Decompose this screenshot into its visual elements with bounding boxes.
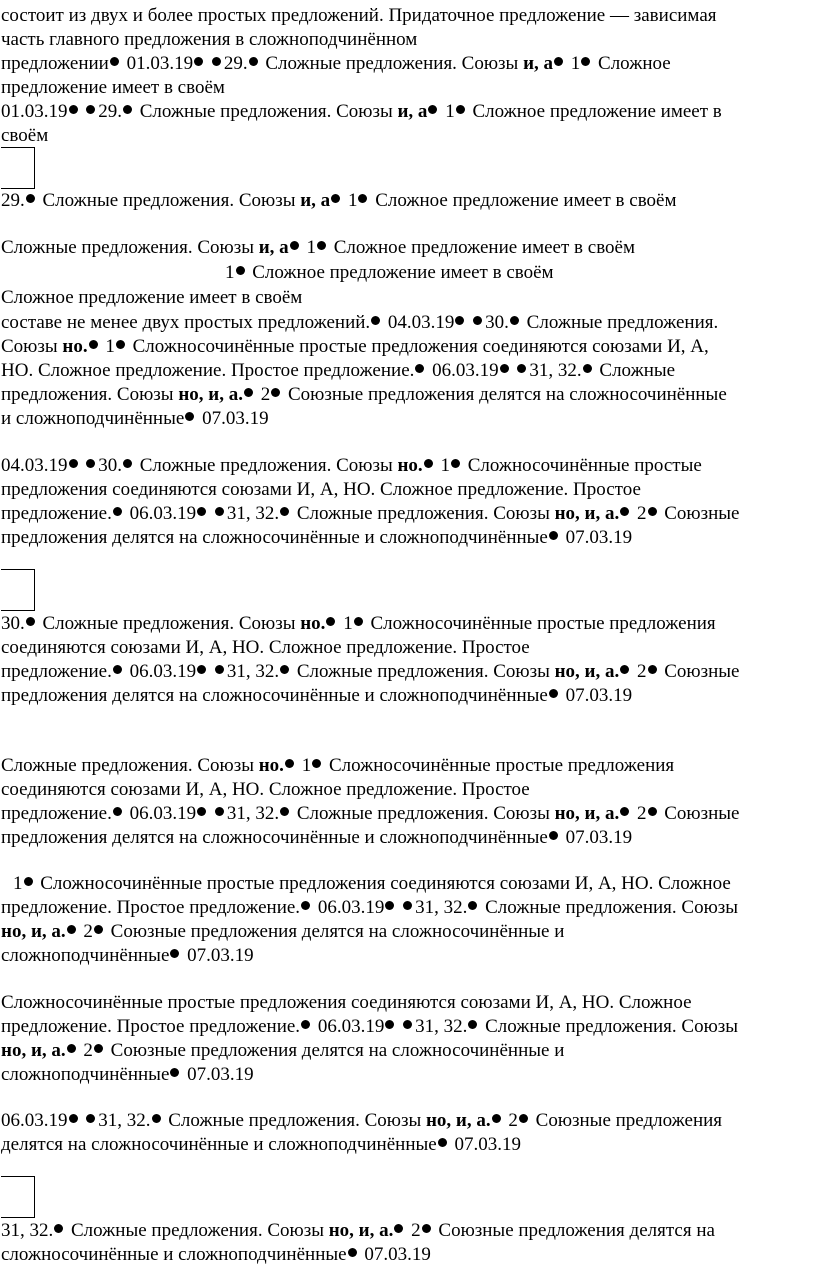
bullet-icon: [86, 105, 95, 114]
empty-frame: [1, 1176, 35, 1218]
bullet-icon: [385, 901, 394, 910]
text-line: 06.03.19 31, 32. Сложные предложения. Союзы но, и, а. 2 Союзные предложения: [1, 1110, 723, 1131]
bullet-icon: [26, 617, 35, 626]
bullet-icon: [26, 194, 35, 203]
bullet-icon: [69, 1114, 78, 1123]
bullet-icon: [403, 1020, 412, 1029]
bullet-icon: [301, 901, 310, 910]
bullet-icon: [371, 316, 380, 325]
text-line: делятся на сложносочинённые и сложноподчинённые 07.03.19: [1, 1134, 521, 1155]
bullet-icon: [583, 364, 592, 373]
bullet-icon: [215, 807, 224, 816]
text-line: предложении 01.03.19 29. Сложные предложения. Союзы и, а 1 Сложное: [1, 53, 671, 74]
bullet-icon: [197, 807, 206, 816]
bullet-icon: [312, 759, 321, 768]
bullet-icon: [212, 57, 221, 66]
text-line: предложение. 06.03.19 31, 32. Сложные предложения. Союзы но, и, а. 2 Союзные: [1, 803, 740, 824]
bullet-icon: [519, 1114, 528, 1123]
bullet-icon: [280, 665, 289, 674]
bullet-icon: [301, 1020, 310, 1029]
text-line: предложение имеет в своём: [1, 77, 225, 98]
bullet-icon: [317, 241, 326, 250]
text-line: состоит из двух и более простых предложений. Придаточное предложение — зависимая: [1, 5, 717, 26]
bullet-icon: [500, 364, 509, 373]
text-line: 30. Сложные предложения. Союзы но. 1 Сложносочинённые простые предложения: [1, 613, 716, 634]
text-line: 04.03.19 30. Сложные предложения. Союзы но. 1 Сложносочинённые простые: [1, 455, 702, 476]
text-line: сложноподчинённые 07.03.19: [1, 945, 254, 966]
text-line: 1 Сложносочинённые простые предложения соединяются союзами И, А, НО. Сложное: [13, 873, 731, 894]
text-line: Сложные предложения. Союзы но. 1 Сложносочинённые простые предложения: [1, 755, 675, 776]
bullet-icon: [280, 507, 289, 516]
bullet-icon: [123, 105, 132, 114]
text-line: 31, 32. Сложные предложения. Союзы но, и, а. 2 Союзные предложения делятся на: [1, 1220, 715, 1241]
bullet-icon: [648, 807, 657, 816]
bullet-icon: [394, 1224, 403, 1233]
bullet-icon: [67, 925, 76, 934]
bullet-icon: [249, 57, 258, 66]
bullet-icon: [197, 665, 206, 674]
text-line: сложносочинённые и сложноподчинённые 07.03.19: [1, 1244, 431, 1265]
bullet-icon: [468, 1020, 477, 1029]
bullet-icon: [86, 459, 95, 468]
bullet-icon: [428, 105, 437, 114]
text-line: Сложное предложение имеет в своём: [1, 287, 303, 308]
text-line: предложение. Простое предложение. 06.03.19 31, 32. Сложные предложения. Союзы: [1, 1016, 739, 1037]
bullet-icon: [110, 57, 119, 66]
bullet-icon: [358, 194, 367, 203]
bullet-icon: [354, 617, 363, 626]
bullet-icon: [510, 316, 519, 325]
bullet-icon: [331, 194, 340, 203]
bullet-icon: [170, 1068, 179, 1077]
text-line: предложения соединяются союзами И, А, НО. Сложное предложение. Простое: [1, 479, 641, 500]
bullet-icon: [468, 901, 477, 910]
text-line: 1 Сложное предложение имеет в своём: [225, 262, 554, 283]
bullet-icon: [152, 1114, 161, 1123]
bullet-icon: [554, 57, 563, 66]
text-line: предложение. Простое предложение. 06.03.19 31, 32. Сложные предложения. Союзы: [1, 897, 739, 918]
text-line: 01.03.19 29. Сложные предложения. Союзы и, а 1 Сложное предложение имеет в: [1, 101, 722, 122]
text-line: предложения делятся на сложносочинённые и сложноподчинённые 07.03.19: [1, 527, 633, 548]
bullet-icon: [385, 1020, 394, 1029]
bullet-icon: [170, 949, 179, 958]
bullet-icon: [197, 507, 206, 516]
text-line: но, и, а. 2 Союзные предложения делятся на сложносочинённые и: [1, 921, 565, 942]
text-line: и сложноподчинённые 07.03.19: [1, 408, 269, 429]
text-line: Сложные предложения. Союзы и, а 1 Сложное предложение имеет в своём: [1, 237, 635, 258]
bullet-icon: [24, 877, 33, 886]
bullet-icon: [422, 1224, 431, 1233]
bullet-icon: [123, 459, 132, 468]
bullet-icon: [549, 531, 558, 540]
bullet-icon: [185, 412, 194, 421]
bullet-icon: [86, 1114, 95, 1123]
bullet-icon: [67, 1044, 76, 1053]
text-line: предложения. Союзы но, и, а. 2 Союзные предложения делятся на сложносочинённые: [1, 384, 727, 405]
text-line: предложение. 06.03.19 31, 32. Сложные предложения. Союзы но, и, а. 2 Союзные: [1, 661, 740, 682]
bullet-icon: [113, 507, 122, 516]
bullet-icon: [280, 807, 289, 816]
bullet-icon: [113, 807, 122, 816]
bullet-icon: [215, 665, 224, 674]
text-line: своём: [1, 125, 49, 146]
text-line: сложноподчинённые 07.03.19: [1, 1064, 254, 1085]
bullet-icon: [424, 459, 433, 468]
bullet-icon: [194, 57, 203, 66]
bullet-icon: [581, 57, 590, 66]
text-line: предложения делятся на сложносочинённые и сложноподчинённые 07.03.19: [1, 827, 633, 848]
empty-frame: [1, 147, 35, 189]
bullet-icon: [648, 665, 657, 674]
bullet-icon: [326, 617, 335, 626]
bullet-icon: [549, 831, 558, 840]
text-line: Союзы но. 1 Сложносочинённые простые предложения соединяются союзами И, А,: [1, 336, 709, 357]
bullet-icon: [455, 316, 464, 325]
bullet-icon: [69, 459, 78, 468]
bullet-icon: [236, 266, 245, 275]
bullet-icon: [244, 388, 253, 397]
bullet-icon: [438, 1138, 447, 1147]
text-line: соединяются союзами И, А, НО. Сложное предложение. Простое: [1, 779, 530, 800]
bullet-icon: [271, 388, 280, 397]
bullet-icon: [549, 689, 558, 698]
text-line: НО. Сложное предложение. Простое предложение. 06.03.19 31, 32. Сложные: [1, 360, 676, 381]
bullet-icon: [89, 340, 98, 349]
bullet-icon: [473, 316, 482, 325]
text-line: 29. Сложные предложения. Союзы и, а 1 Сложное предложение имеет в своём: [1, 190, 677, 211]
text-line: предложение. 06.03.19 31, 32. Сложные предложения. Союзы но, и, а. 2 Союзные: [1, 503, 740, 524]
text-line: Сложносочинённые простые предложения соединяются союзами И, А, НО. Сложное: [1, 992, 692, 1013]
bullet-icon: [215, 507, 224, 516]
bullet-icon: [620, 807, 629, 816]
bullet-icon: [517, 364, 526, 373]
bullet-icon: [290, 241, 299, 250]
bullet-icon: [285, 759, 294, 768]
bullet-icon: [492, 1114, 501, 1123]
bullet-icon: [451, 459, 460, 468]
bullet-icon: [348, 1248, 357, 1257]
bullet-icon: [415, 364, 424, 373]
bullet-icon: [69, 105, 78, 114]
text-line: составе не менее двух простых предложений. 04.03.19 30. Сложные предложения.: [1, 312, 719, 333]
empty-frame: [1, 569, 35, 611]
bullet-icon: [456, 105, 465, 114]
text-line: соединяются союзами И, А, НО. Сложное предложение. Простое: [1, 637, 530, 658]
bullet-icon: [620, 665, 629, 674]
bullet-icon: [620, 507, 629, 516]
text-line: часть главного предложения в сложноподчинённом: [1, 29, 418, 50]
text-line: предложения делятся на сложносочинённые и сложноподчинённые 07.03.19: [1, 685, 633, 706]
bullet-icon: [94, 925, 103, 934]
text-line: но, и, а. 2 Союзные предложения делятся на сложносочинённые и: [1, 1040, 565, 1061]
bullet-icon: [54, 1224, 63, 1233]
bullet-icon: [648, 507, 657, 516]
bullet-icon: [113, 665, 122, 674]
bullet-icon: [116, 340, 125, 349]
bullet-icon: [94, 1044, 103, 1053]
bullet-icon: [403, 901, 412, 910]
